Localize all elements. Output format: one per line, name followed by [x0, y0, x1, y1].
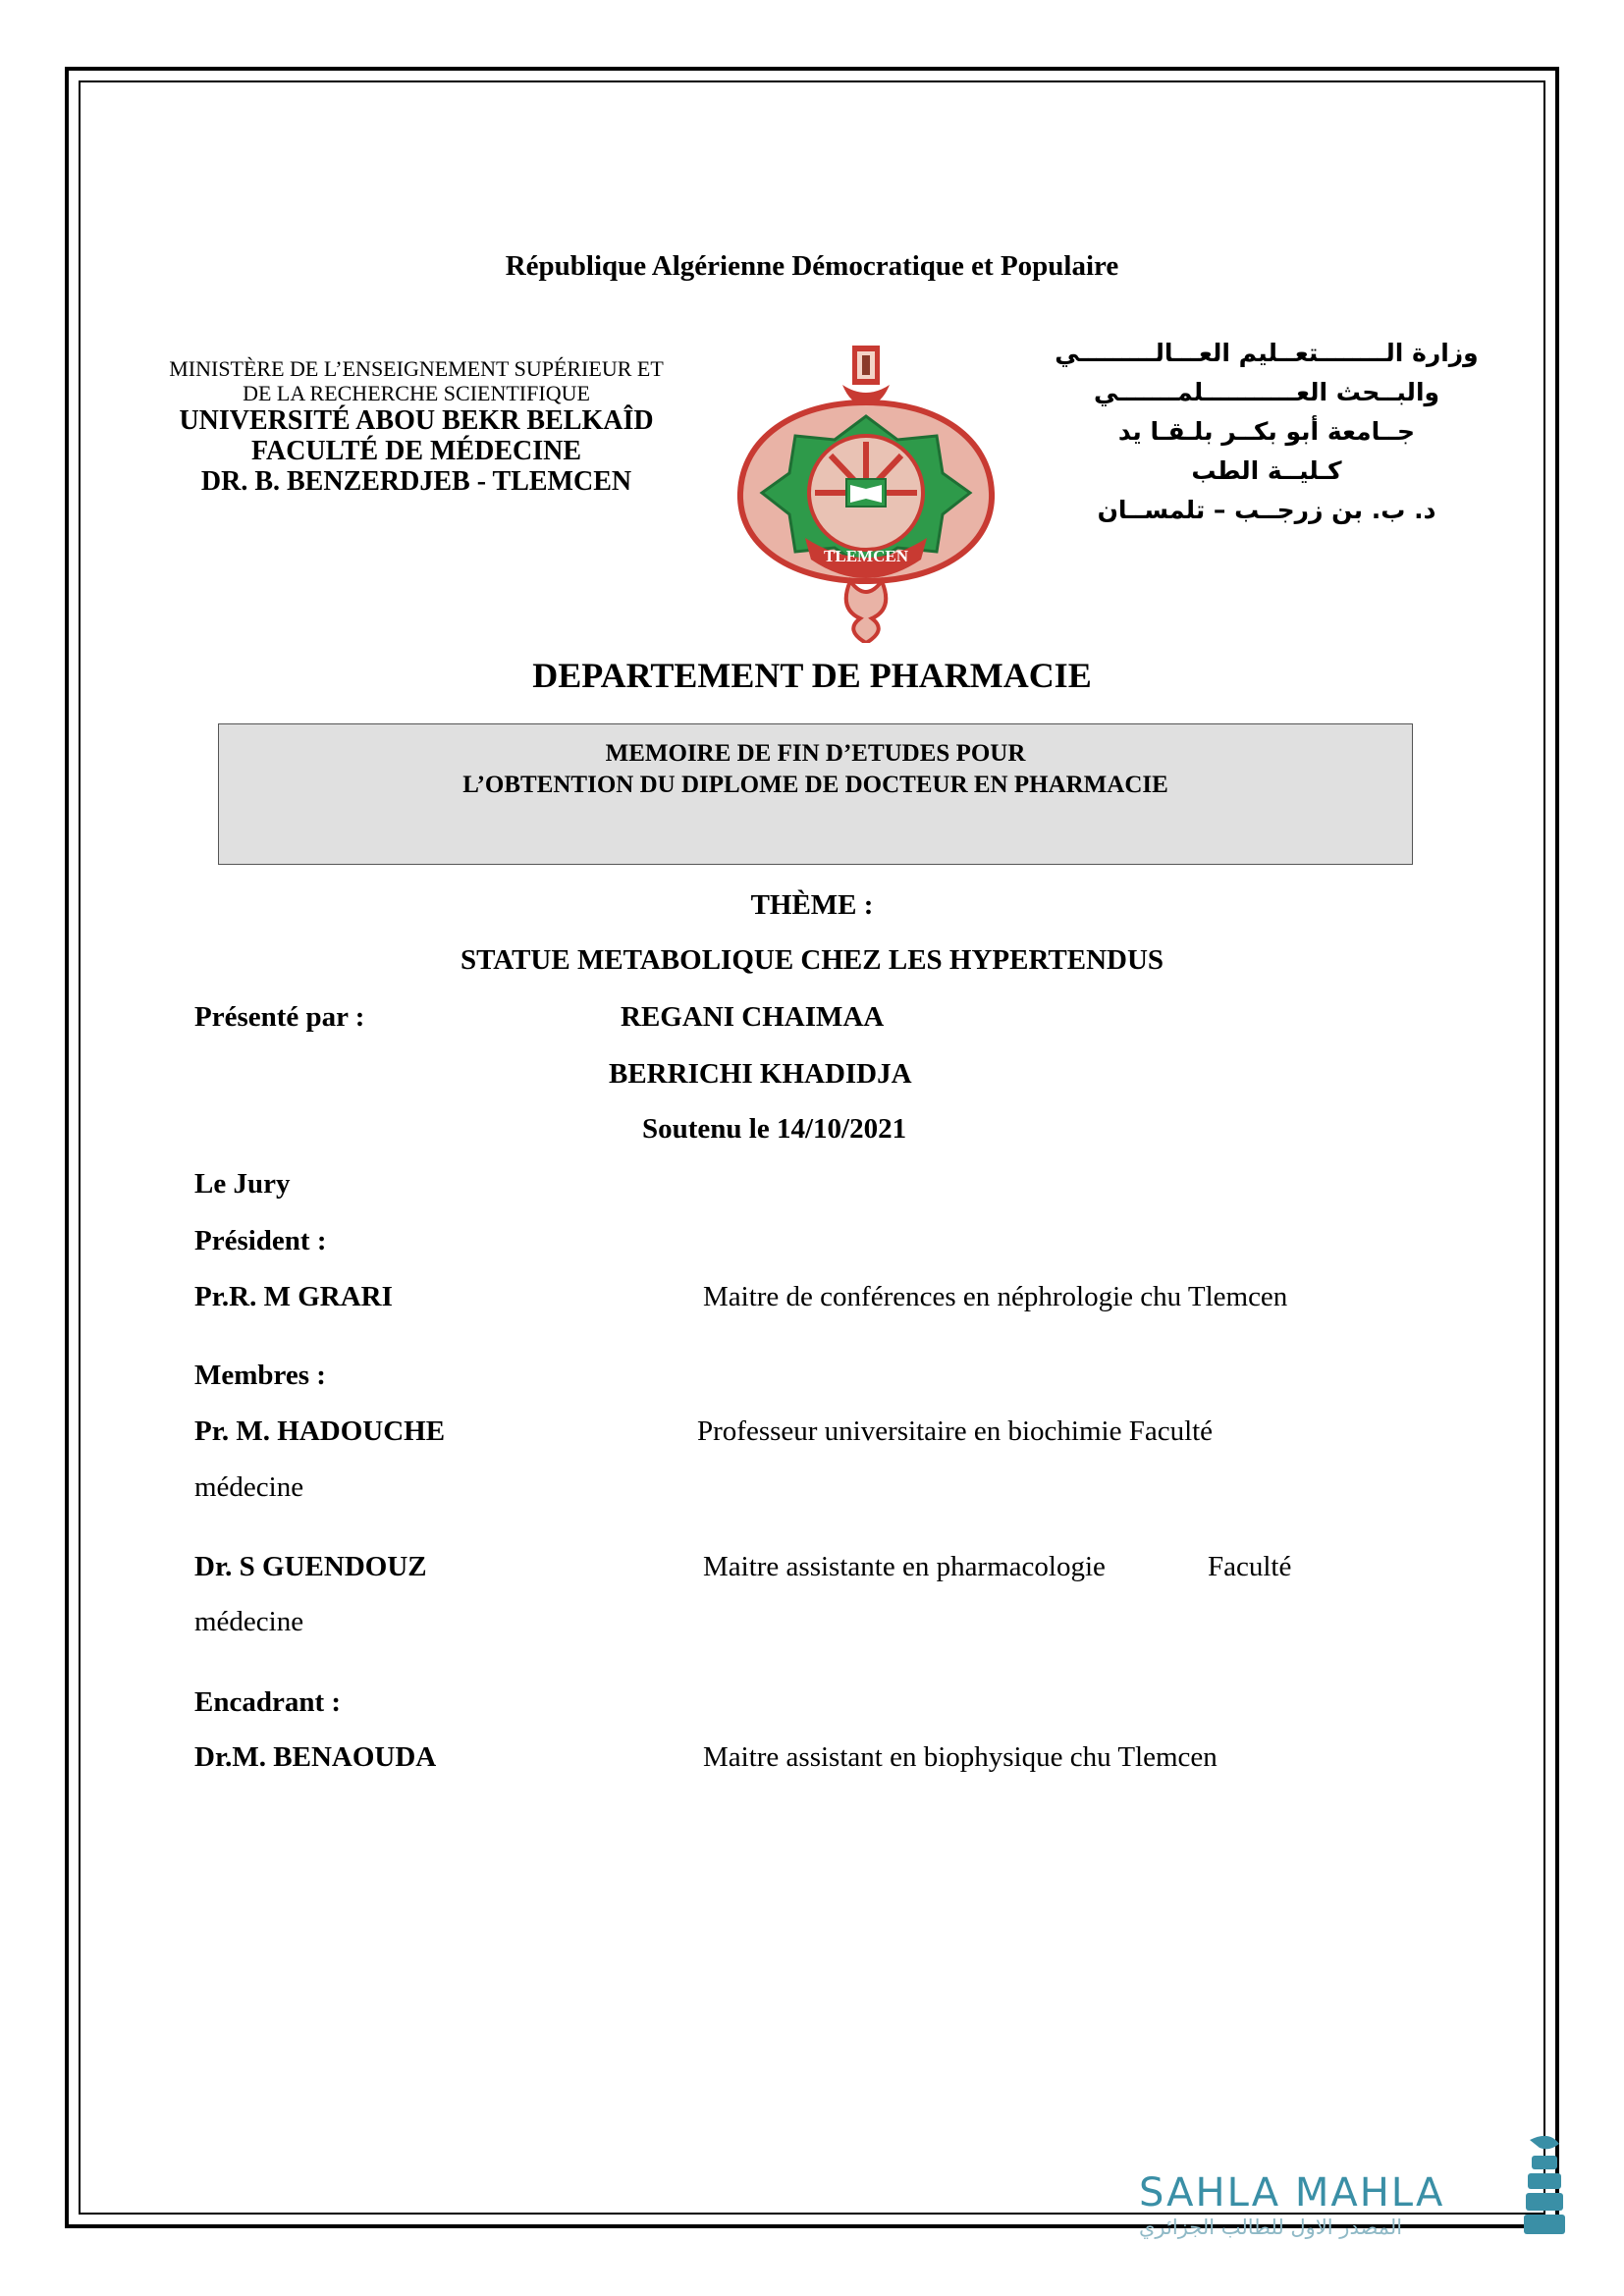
watermark-subtitle: المصدر الاول للطالب الجزائري — [1139, 2216, 1403, 2239]
institution-block-ar — [1041, 334, 1492, 530]
jury-label: Le Jury — [194, 1168, 291, 1200]
member-1-role-cont: médecine — [194, 1471, 304, 1503]
member-2-role-cont: médecine — [194, 1606, 304, 1637]
watermark-title: SAHLA MAHLA — [1139, 2170, 1445, 2216]
member-2-role: Maitre assistante en pharmacologie — [703, 1551, 1106, 1582]
theme-label: THÈME : — [750, 889, 874, 921]
supervisor-role: Maitre assistant en biophysique chu Tlemcen — [703, 1741, 1218, 1773]
member-2-role-tail: Faculté — [1208, 1551, 1292, 1582]
arabic-university: جــامعة أبو بكــر بلـقـا يد — [1117, 417, 1416, 446]
president-name: Pr.R. M GRARI — [194, 1281, 393, 1312]
defense-date: Soutenu le 14/10/2021 — [642, 1113, 907, 1145]
arabic-faculty: كـليــة الطب — [1191, 456, 1342, 485]
supervisor-label: Encadrant : — [194, 1686, 342, 1718]
university-name: UNIVERSITÉ ABOU BEKR BELKAÎD — [179, 405, 654, 436]
president-label: Président : — [194, 1225, 327, 1256]
logo-ornament — [846, 581, 886, 643]
arabic-location: د. ب. بن زرجــب – تلمســان — [1097, 496, 1436, 524]
author-2: BERRICHI KHADIDJA — [609, 1058, 912, 1090]
watermark-logo-icon — [1520, 2130, 1569, 2238]
logo-banner-text: TLEMCEN — [824, 547, 908, 565]
university-logo — [725, 346, 1007, 643]
ministry-line-2: DE LA RECHERCHE SCIENTIFIQUE — [243, 381, 590, 405]
president-role: Maitre de conférences en néphrologie chu Tlemcen — [703, 1281, 1288, 1312]
memo-box — [218, 723, 1413, 865]
theme-title: STATUE METABOLIQUE CHEZ LES HYPERTENDUS — [460, 944, 1164, 976]
member-2-name: Dr. S GUENDOUZ — [194, 1551, 427, 1582]
arabic-ministry-line-2: والبــحث العـــــــــــلمـــــــي — [1093, 378, 1440, 406]
watermark — [1139, 2171, 1512, 2240]
supervisor-name: Dr.M. BENAOUDA — [194, 1741, 437, 1773]
institution-block-fr — [122, 356, 711, 497]
faculty-location: DR. B. BENZERDJEB - TLEMCEN — [200, 466, 632, 497]
memo-line-2: L’OBTENTION DU DIPLOME DE DOCTEUR EN PHARMACIE — [462, 772, 1168, 798]
member-1-role: Professeur universitaire en biochimie Faculté — [697, 1415, 1214, 1447]
faculty-name: FACULTÉ DE MÉDECINE — [250, 436, 582, 466]
arabic-ministry-line-1: وزارة الــــــــتعــليم العـــالـــــــــي — [1055, 339, 1479, 367]
presented-label: Présenté par : — [194, 1001, 365, 1033]
members-label: Membres : — [194, 1360, 326, 1391]
department-title: DEPARTEMENT DE PHARMACIE — [532, 656, 1092, 695]
author-1: REGANI CHAIMAA — [621, 1001, 885, 1033]
republic-heading: République Algérienne Démocratique et Populaire — [505, 250, 1119, 282]
ministry-line-1: MINISTÈRE DE L’ENSEIGNEMENT SUPÉRIEUR ET — [169, 356, 664, 381]
member-1-name: Pr. M. HADOUCHE — [194, 1415, 446, 1447]
memo-line-1: MEMOIRE DE FIN D’ETUDES POUR — [605, 740, 1026, 767]
